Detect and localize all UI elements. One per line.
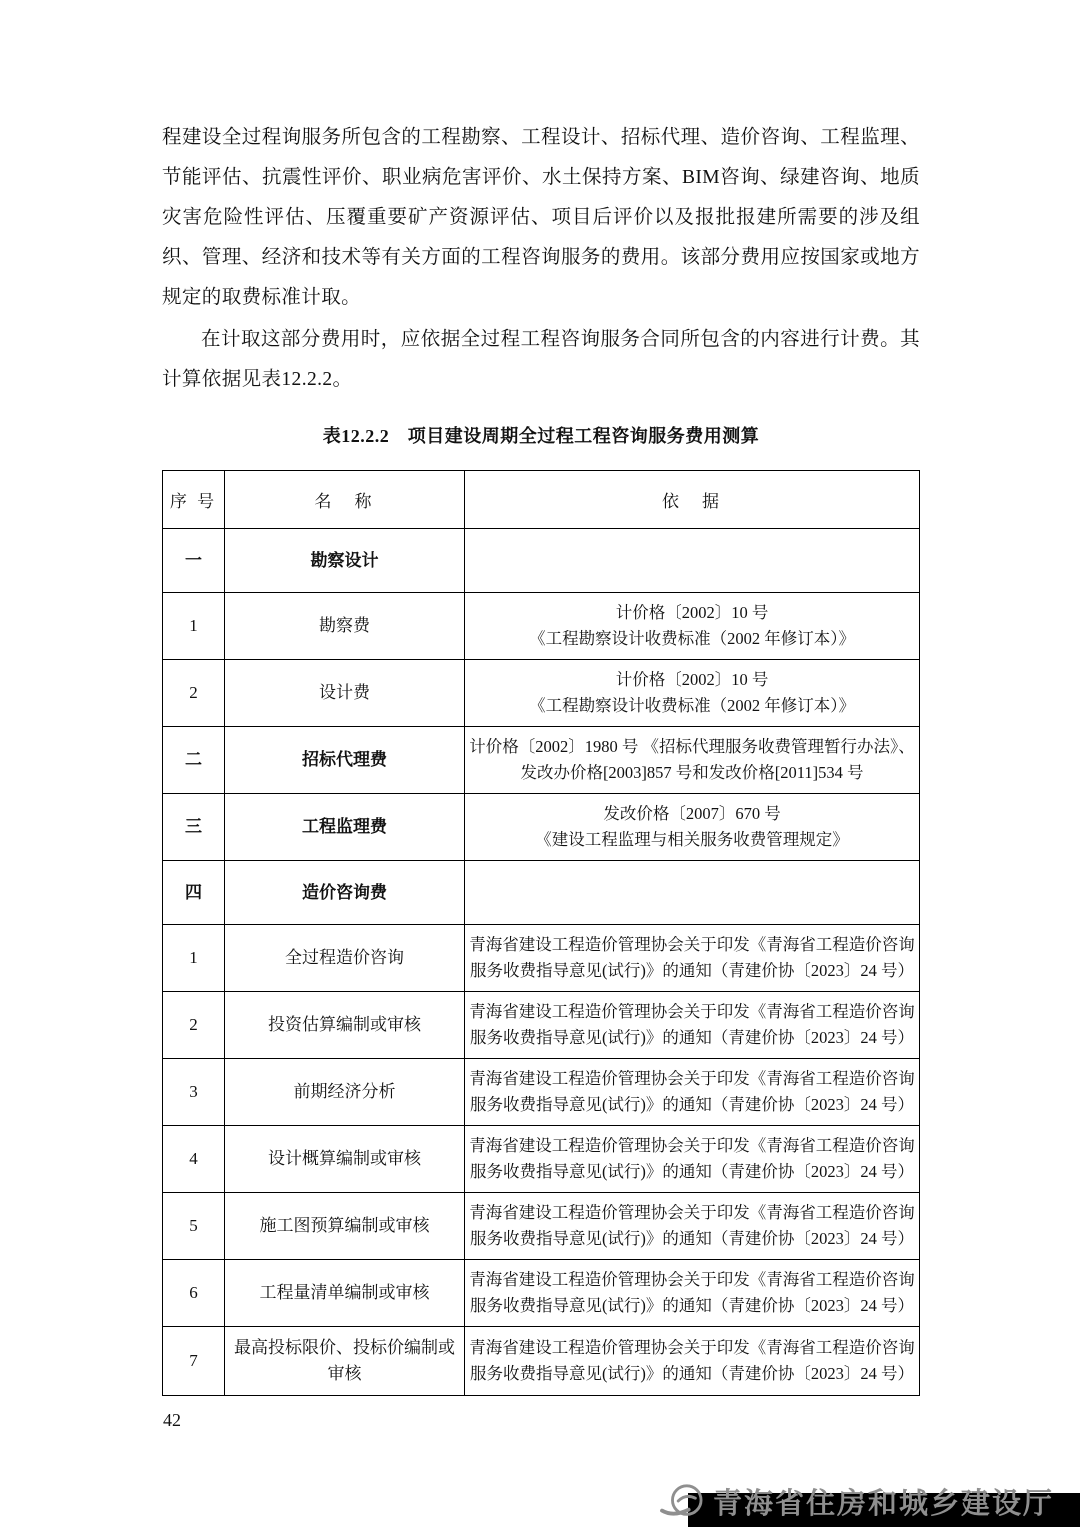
cell-basis: 青海省建设工程造价管理协会关于印发《青海省工程造价咨询 服务收费指导意见(试行)》的通知（青建价协〔2023〕24 号） <box>465 1327 920 1396</box>
table-row <box>163 1260 920 1327</box>
table-row <box>163 794 920 861</box>
cell-name: 招标代理费 <box>225 727 465 794</box>
cell-name: 前期经济分析 <box>225 1059 465 1126</box>
table-row <box>163 1059 920 1126</box>
fee-table <box>162 470 920 1396</box>
table-row <box>163 925 920 992</box>
qinghai-housing-emblem-icon <box>659 1482 705 1522</box>
cell-name: 投资估算编制或审核 <box>225 992 465 1059</box>
page-content <box>162 118 920 1396</box>
header-cell-no: 序 号 <box>163 471 225 529</box>
cell-name: 造价咨询费 <box>225 861 465 925</box>
paragraph-body: 程建设全过程询服务所包含的工程勘察、工程设计、招标代理、造价咨询、工程监理、节能评估、抗震性评价、职业病危害评价、水土保持方案、BIM咨询、绿建咨询、地质灾害危险性评估、压覆重要矿产资源评估、项目后评价以及报批报建所需要的涉及组织、管理、经济和技术等有关方面的工程咨询服务的费用。该部分费用应按国家或地方规定的取费标准计取。 <box>162 127 920 308</box>
cell-no: 二 <box>163 727 225 794</box>
table-row <box>163 593 920 660</box>
cell-no: 四 <box>163 861 225 925</box>
footer-brand <box>659 1481 1054 1522</box>
header-cell-basis: 依 据 <box>465 471 920 529</box>
cell-no: 3 <box>163 1059 225 1126</box>
cell-name: 最高投标限价、投标价编制或审核 <box>225 1327 465 1396</box>
cell-name: 勘察设计 <box>225 529 465 593</box>
table-row <box>163 1327 920 1396</box>
paragraph-body: 在计取这部分费用时，应依据全过程工程咨询服务合同所包含的内容进行计费。其计算依据见表12.2.2。 <box>162 329 920 390</box>
cell-basis: 青海省建设工程造价管理协会关于印发《青海省工程造价咨询 服务收费指导意见(试行)》的通知（青建价协〔2023〕24 号） <box>465 992 920 1059</box>
header-cell-name: 名 称 <box>225 471 465 529</box>
cell-basis: 发改价格〔2007〕670 号 《建设工程监理与相关服务收费管理规定》 <box>465 794 920 861</box>
cell-no: 7 <box>163 1327 225 1396</box>
cell-name: 工程监理费 <box>225 794 465 861</box>
cell-name: 勘察费 <box>225 593 465 660</box>
table-row <box>163 992 920 1059</box>
cell-basis: 青海省建设工程造价管理协会关于印发《青海省工程造价咨询 服务收费指导意见(试行)》的通知（青建价协〔2023〕24 号） <box>465 1059 920 1126</box>
cell-basis: 青海省建设工程造价管理协会关于印发《青海省工程造价咨询 服务收费指导意见(试行)》的通知（青建价协〔2023〕24 号） <box>465 1260 920 1327</box>
page-number: 42 <box>163 1410 181 1430</box>
cell-no: 2 <box>163 660 225 727</box>
table-row <box>163 529 920 593</box>
cell-basis: 计价格〔2002〕10 号 《工程勘察设计收费标准（2002 年修订本）》 <box>465 660 920 727</box>
table-row <box>163 861 920 925</box>
table-caption: 表12.2.2 项目建设周期全过程工程咨询服务费用测算 <box>322 426 760 446</box>
cell-no: 1 <box>163 593 225 660</box>
cell-no: 一 <box>163 529 225 593</box>
cell-basis: 青海省建设工程造价管理协会关于印发《青海省工程造价咨询 服务收费指导意见(试行)》的通知（青建价协〔2023〕24 号） <box>465 925 920 992</box>
cell-name: 设计费 <box>225 660 465 727</box>
cell-no: 4 <box>163 1126 225 1193</box>
footer-brand-text: 青海省住房和城乡建设厅 <box>712 1488 1054 1520</box>
cell-basis: 计价格〔2002〕1980 号 《招标代理服务收费管理暂行办法》、 发改办价格[2003]857 号和发改价格[2011]534 号 <box>465 727 920 794</box>
cell-no: 1 <box>163 925 225 992</box>
cell-basis <box>465 529 920 593</box>
cell-name: 工程量清单编制或审核 <box>225 1260 465 1327</box>
cell-no: 6 <box>163 1260 225 1327</box>
cell-basis: 计价格〔2002〕10 号 《工程勘察设计收费标准（2002 年修订本）》 <box>465 593 920 660</box>
cell-basis: 青海省建设工程造价管理协会关于印发《青海省工程造价咨询 服务收费指导意见(试行)》的通知（青建价协〔2023〕24 号） <box>465 1193 920 1260</box>
table-row <box>163 660 920 727</box>
table-body <box>163 529 920 1396</box>
cell-name: 全过程造价咨询 <box>225 925 465 992</box>
cell-no: 2 <box>163 992 225 1059</box>
cell-no: 5 <box>163 1193 225 1260</box>
table-row <box>163 727 920 794</box>
table-row <box>163 1193 920 1260</box>
cell-basis: 青海省建设工程造价管理协会关于印发《青海省工程造价咨询 服务收费指导意见(试行)》的通知（青建价协〔2023〕24 号） <box>465 1126 920 1193</box>
cell-basis <box>465 861 920 925</box>
cell-name: 设计概算编制或审核 <box>225 1126 465 1193</box>
table-header-row <box>163 471 920 529</box>
cell-name: 施工图预算编制或审核 <box>225 1193 465 1260</box>
table-row <box>163 1126 920 1193</box>
cell-no: 三 <box>163 794 225 861</box>
